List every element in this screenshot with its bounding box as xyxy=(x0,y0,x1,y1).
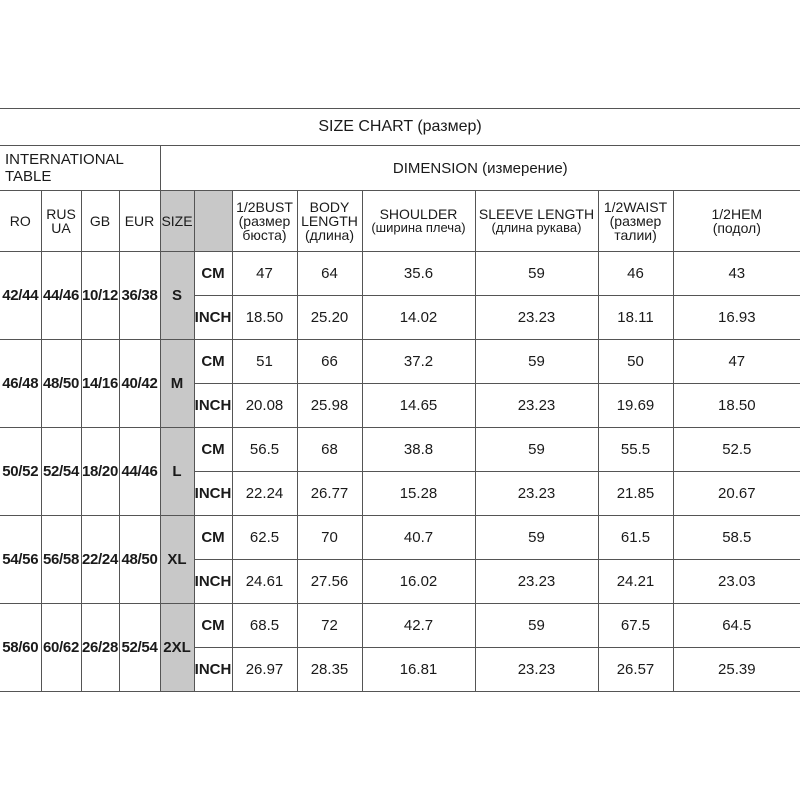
body-inch-value: 25.98 xyxy=(297,384,362,428)
header-gb: GB xyxy=(81,191,119,252)
shoulder-cm-value: 38.8 xyxy=(362,428,475,472)
header-size: SIZE xyxy=(160,191,194,252)
eur-size-cell: 52/54 xyxy=(119,604,160,692)
unit-cm-cell: CM xyxy=(194,428,232,472)
rus-ua-size-cell: 60/62 xyxy=(41,604,81,692)
waist-inch-value: 24.21 xyxy=(598,560,673,604)
ro-size-cell: 54/56 xyxy=(0,516,41,604)
shoulder-inch-value: 14.65 xyxy=(362,384,475,428)
waist-cm-value: 50 xyxy=(598,340,673,384)
size-label-cell: 2XL xyxy=(160,604,194,692)
header-shoulder: SHOULDER (ширина плеча) xyxy=(362,191,475,252)
header-sleeve-length: SLEEVE LENGTH (длина рукава) xyxy=(475,191,598,252)
header-waist: 1/2WAIST (размер талии) xyxy=(598,191,673,252)
shoulder-cm-value: 35.6 xyxy=(362,252,475,296)
header-ro: RO xyxy=(0,191,41,252)
gb-size-cell: 22/24 xyxy=(81,516,119,604)
unit-inch-cell: INCH xyxy=(194,560,232,604)
hem-cm-value: 47 xyxy=(673,340,800,384)
size-row-cm xyxy=(0,604,800,648)
unit-cm-cell: CM xyxy=(194,604,232,648)
sleeve-cm-value: 59 xyxy=(475,428,598,472)
shoulder-inch-value: 15.28 xyxy=(362,472,475,516)
shoulder-cm-value: 37.2 xyxy=(362,340,475,384)
gb-size-cell: 26/28 xyxy=(81,604,119,692)
rus-ua-size-cell: 48/50 xyxy=(41,340,81,428)
hem-cm-value: 58.5 xyxy=(673,516,800,560)
header-bust: 1/2BUST (размер бюста) xyxy=(232,191,297,252)
hem-inch-value: 16.93 xyxy=(673,296,800,340)
waist-cm-value: 67.5 xyxy=(598,604,673,648)
hem-cm-value: 52.5 xyxy=(673,428,800,472)
gb-size-cell: 14/16 xyxy=(81,340,119,428)
body-cm-value: 68 xyxy=(297,428,362,472)
ro-size-cell: 58/60 xyxy=(0,604,41,692)
shoulder-cm-value: 40.7 xyxy=(362,516,475,560)
shoulder-inch-value: 16.81 xyxy=(362,648,475,692)
ro-size-cell: 42/44 xyxy=(0,252,41,340)
body-cm-value: 64 xyxy=(297,252,362,296)
bust-cm-value: 47 xyxy=(232,252,297,296)
hem-cm-value: 64.5 xyxy=(673,604,800,648)
body-cm-value: 70 xyxy=(297,516,362,560)
sleeve-inch-value: 23.23 xyxy=(475,648,598,692)
bust-cm-value: 56.5 xyxy=(232,428,297,472)
unit-inch-cell: INCH xyxy=(194,648,232,692)
bust-inch-value: 24.61 xyxy=(232,560,297,604)
sleeve-cm-value: 59 xyxy=(475,252,598,296)
size-chart-table xyxy=(0,108,800,692)
sleeve-inch-value: 23.23 xyxy=(475,560,598,604)
size-row-cm xyxy=(0,252,800,296)
shoulder-inch-value: 14.02 xyxy=(362,296,475,340)
unit-cm-cell: CM xyxy=(194,252,232,296)
header-unit-blank xyxy=(194,191,232,252)
gb-size-cell: 10/12 xyxy=(81,252,119,340)
body-cm-value: 66 xyxy=(297,340,362,384)
eur-size-cell: 44/46 xyxy=(119,428,160,516)
waist-inch-value: 21.85 xyxy=(598,472,673,516)
sleeve-cm-value: 59 xyxy=(475,340,598,384)
hem-inch-value: 25.39 xyxy=(673,648,800,692)
unit-cm-cell: CM xyxy=(194,340,232,384)
waist-cm-value: 46 xyxy=(598,252,673,296)
unit-inch-cell: INCH xyxy=(194,472,232,516)
size-row-cm xyxy=(0,516,800,560)
header-rus-ua: RUS UA xyxy=(41,191,81,252)
bust-inch-value: 22.24 xyxy=(232,472,297,516)
waist-cm-value: 55.5 xyxy=(598,428,673,472)
body-cm-value: 72 xyxy=(297,604,362,648)
gb-size-cell: 18/20 xyxy=(81,428,119,516)
body-inch-value: 27.56 xyxy=(297,560,362,604)
size-label-cell: L xyxy=(160,428,194,516)
unit-inch-cell: INCH xyxy=(194,384,232,428)
rus-ua-size-cell: 44/46 xyxy=(41,252,81,340)
header-eur: EUR xyxy=(119,191,160,252)
eur-size-cell: 36/38 xyxy=(119,252,160,340)
header-hem: 1/2HEM (подол) xyxy=(673,191,800,252)
sleeve-inch-value: 23.23 xyxy=(475,296,598,340)
sleeve-inch-value: 23.23 xyxy=(475,472,598,516)
sleeve-inch-value: 23.23 xyxy=(475,384,598,428)
bust-inch-value: 18.50 xyxy=(232,296,297,340)
eur-size-cell: 48/50 xyxy=(119,516,160,604)
hem-cm-value: 43 xyxy=(673,252,800,296)
size-label-cell: S xyxy=(160,252,194,340)
chart-title: SIZE CHART (размер) xyxy=(0,109,800,146)
size-row-cm xyxy=(0,428,800,472)
bust-cm-value: 62.5 xyxy=(232,516,297,560)
waist-inch-value: 26.57 xyxy=(598,648,673,692)
body-inch-value: 28.35 xyxy=(297,648,362,692)
header-body-length: BODY LENGTH (длина) xyxy=(297,191,362,252)
waist-inch-value: 18.11 xyxy=(598,296,673,340)
bust-inch-value: 26.97 xyxy=(232,648,297,692)
dimension-label: DIMENSION (измерение) xyxy=(160,146,800,191)
body-inch-value: 26.77 xyxy=(297,472,362,516)
eur-size-cell: 40/42 xyxy=(119,340,160,428)
bust-cm-value: 68.5 xyxy=(232,604,297,648)
sleeve-cm-value: 59 xyxy=(475,516,598,560)
size-label-cell: M xyxy=(160,340,194,428)
hem-inch-value: 23.03 xyxy=(673,560,800,604)
size-row-cm xyxy=(0,340,800,384)
shoulder-cm-value: 42.7 xyxy=(362,604,475,648)
hem-inch-value: 18.50 xyxy=(673,384,800,428)
rus-ua-size-cell: 56/58 xyxy=(41,516,81,604)
shoulder-inch-value: 16.02 xyxy=(362,560,475,604)
waist-cm-value: 61.5 xyxy=(598,516,673,560)
ro-size-cell: 46/48 xyxy=(0,340,41,428)
bust-cm-value: 51 xyxy=(232,340,297,384)
size-label-cell: XL xyxy=(160,516,194,604)
sleeve-cm-value: 59 xyxy=(475,604,598,648)
ro-size-cell: 50/52 xyxy=(0,428,41,516)
bust-inch-value: 20.08 xyxy=(232,384,297,428)
body-inch-value: 25.20 xyxy=(297,296,362,340)
unit-inch-cell: INCH xyxy=(194,296,232,340)
hem-inch-value: 20.67 xyxy=(673,472,800,516)
waist-inch-value: 19.69 xyxy=(598,384,673,428)
column-header-row xyxy=(0,191,800,252)
rus-ua-size-cell: 52/54 xyxy=(41,428,81,516)
unit-cm-cell: CM xyxy=(194,516,232,560)
international-table-label: INTERNATIONAL TABLE xyxy=(0,146,160,191)
